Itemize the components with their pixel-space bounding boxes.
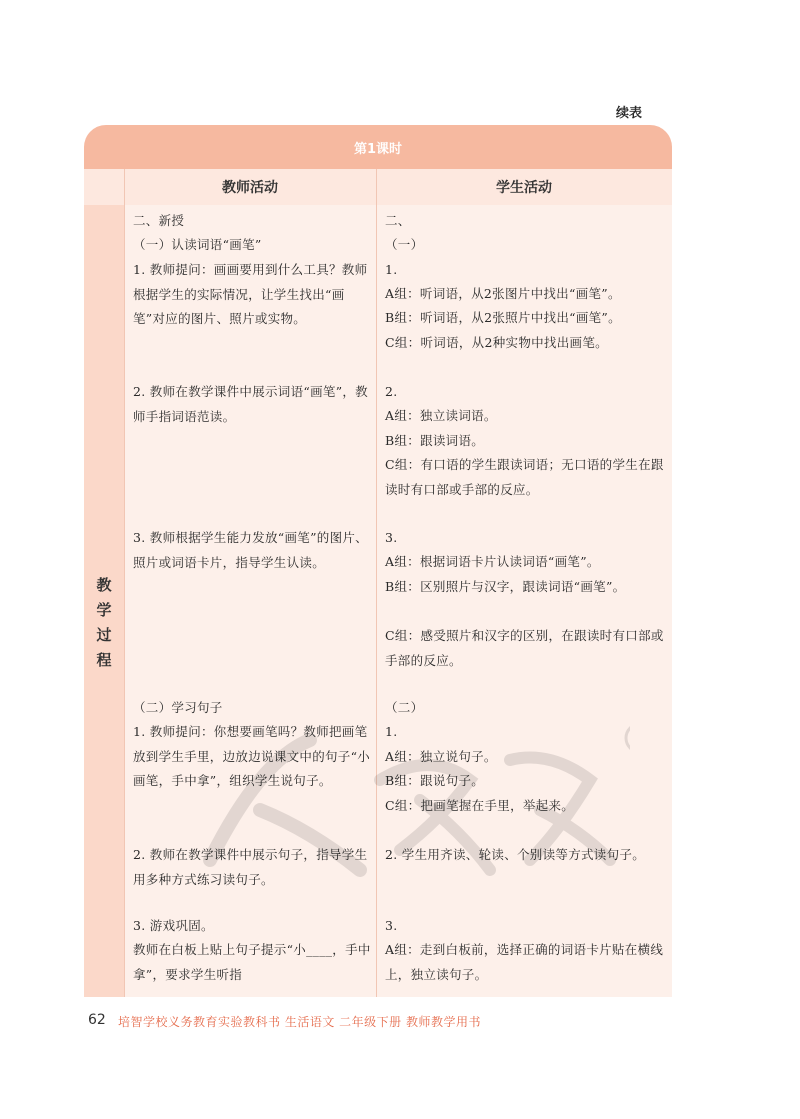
student-group-b: B组：听词语，从2张照片中找出“画笔”。 — [385, 310, 621, 325]
student-paragraph: 2. 学生用齐读、轮读、个别读等方式读句子。 — [385, 847, 646, 862]
student-step-number: 3. — [385, 530, 398, 545]
publisher-watermark — [190, 720, 630, 880]
teacher-paragraph: 1. 教师提问：画画要用到什么工具？教师根据学生的实际情况，让学生找出“画笔”对应的图片、照片或实物。 — [133, 262, 368, 326]
student-group-c: C组：听词语，从2种实物中找出画笔。 — [385, 335, 608, 350]
side-label-char: 教 — [96, 576, 112, 594]
student-group-c: C组：感受照片和汉字的区别，在跟读时有口部或手部的反应。 — [385, 628, 664, 668]
student-section-title: 二、 — [385, 213, 411, 228]
teacher-subsection-title: （一）认读词语“画笔” — [133, 237, 262, 252]
student-group-a: A组：根据词语卡片认读词语“画笔”。 — [385, 554, 600, 569]
teacher-paragraph: 教师在白板上贴上句子提示“小____，手中拿”，要求学生听指 — [133, 942, 371, 982]
column-divider — [124, 169, 125, 997]
continued-label: 续表 — [615, 106, 642, 121]
teacher-paragraph: 3. 游戏巩固。 — [133, 918, 214, 933]
student-group-b: B组：区别照片与汉字，跟读词语“画笔”。 — [385, 579, 626, 594]
student-group-a: A组：走到白板前，选择正确的词语卡片贴在横线上，独立读句子。 — [385, 942, 664, 982]
teacher-paragraph: 3. 教师根据学生能力发放“画笔”的图片、照片或词语卡片，指导学生认读。 — [133, 530, 368, 570]
side-label-teaching-process — [84, 573, 124, 673]
student-step-number: 1. — [385, 724, 398, 739]
teacher-section-title: 二、新授 — [133, 213, 185, 228]
teacher-column-header: 教师活动 — [222, 180, 278, 196]
column-header-row — [84, 169, 672, 205]
student-group-a: A组：独立读词语。 — [385, 408, 497, 423]
student-group-a: A组：独立说句子。 — [385, 749, 497, 764]
student-subsection-title: （二） — [385, 700, 424, 715]
side-label-char: 学 — [96, 601, 112, 619]
student-group-c: C组：有口语的学生跟读词语；无口语的学生在跟读时有口部或手部的反应。 — [385, 457, 664, 497]
teacher-paragraph: 2. 教师在教学课件中展示句子，指导学生用多种方式练习读句子。 — [133, 847, 368, 887]
book-title-footer: 培智学校义务教育实验教科书 生活语文 二年级下册 教师教学用书 — [118, 1015, 481, 1029]
student-group-b: B组：跟读词语。 — [385, 433, 485, 448]
side-label-char: 过 — [96, 626, 112, 644]
student-group-a: A组：听词语，从2张图片中找出“画笔”。 — [385, 286, 621, 301]
student-column-header: 学生活动 — [496, 180, 552, 196]
student-subsection-title: （一） — [385, 237, 424, 252]
side-label-char: 程 — [96, 651, 112, 669]
student-step-number: 3. — [385, 918, 398, 933]
teacher-subsection-title: （二）学习句子 — [133, 700, 223, 715]
teacher-paragraph: 2. 教师在教学课件中展示词语“画笔”，教师手指词语范读。 — [133, 384, 368, 424]
teacher-paragraph: 1. 教师提问：你想要画笔吗？教师把画笔放到学生手里，边放边说课文中的句子“小画笔，手中拿”，组织学生说句子。 — [133, 724, 371, 788]
page-number: 62 — [88, 1012, 106, 1028]
student-group-b: B组：跟说句子。 — [385, 773, 485, 788]
student-step-number: 2. — [385, 384, 398, 399]
student-group-c: C组：把画笔握在手里，举起来。 — [385, 798, 575, 813]
student-step-number: 1. — [385, 262, 398, 277]
table-title: 第1课时 — [84, 125, 672, 169]
